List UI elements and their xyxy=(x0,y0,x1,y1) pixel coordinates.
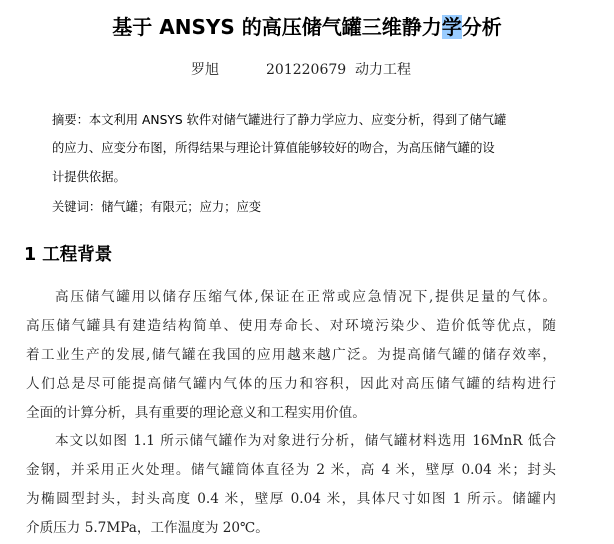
department: 动力工程 xyxy=(355,62,411,78)
title-text: 基于 ANSYS 的高压储气罐三维静力 xyxy=(112,15,442,39)
paragraph-line: 为椭圆型封头，封头高度 0.4 米，壁厚 0.04 米，具体尺寸如图 1 所示。储罐内 xyxy=(26,491,556,507)
paragraph-line: 本文以如图 1.1 所示储气罐作为对象进行分析，储气罐材料选用 16MnR 低合 xyxy=(55,433,556,449)
abstract-line: 的应力、应变分布图，所得结果与理论计算值能够较好的吻合，为高压储气罐的设 xyxy=(52,141,495,155)
paragraph-line: 人们总是尽可能提高储气罐内气体的压力和容积，因此对高压储气罐的结构进行 xyxy=(26,376,556,392)
paragraph-line: 着工业生产的发展,储气罐在我国的应用越来越广泛。为提高储气罐的储存效率， xyxy=(26,347,556,363)
keywords: 关键词：储气罐；有限元；应力；应变 xyxy=(52,200,262,214)
paragraph-line: 介质压力 5.7MPa，工作温度为 20℃。 xyxy=(26,520,269,536)
title-text-end: 分析 xyxy=(461,15,502,39)
paragraph-line: 全面的计算分析，具有重要的理论意义和工程实用价值。 xyxy=(26,405,366,421)
paragraph-line: 高压储气罐具有建造结构简单、使用寿命长、对环境污染少、造价低等优点，随 xyxy=(26,318,556,334)
student-id: 201220679 xyxy=(266,62,347,78)
author-name: 罗旭 xyxy=(191,62,219,78)
abstract-line: 计提供依据。 xyxy=(52,170,126,184)
paper-title xyxy=(0,13,614,41)
selected-text[interactable]: 学 xyxy=(441,15,462,39)
paragraph-line: 金钢，并采用正火处理。储气罐筒体直径为 2 米，高 4 米，壁厚 0.04 米；封头 xyxy=(26,462,556,478)
paragraph-line: 高压储气罐用以储存压缩气体,保证在正常或应急情况下,提供足量的气体。 xyxy=(55,289,556,305)
section-heading: 1 工程背景 xyxy=(24,245,113,265)
abstract-line: 摘要：本文利用 ANSYS 软件对储气罐进行了静力学应力、应变分析，得到了储气罐 xyxy=(52,113,507,127)
